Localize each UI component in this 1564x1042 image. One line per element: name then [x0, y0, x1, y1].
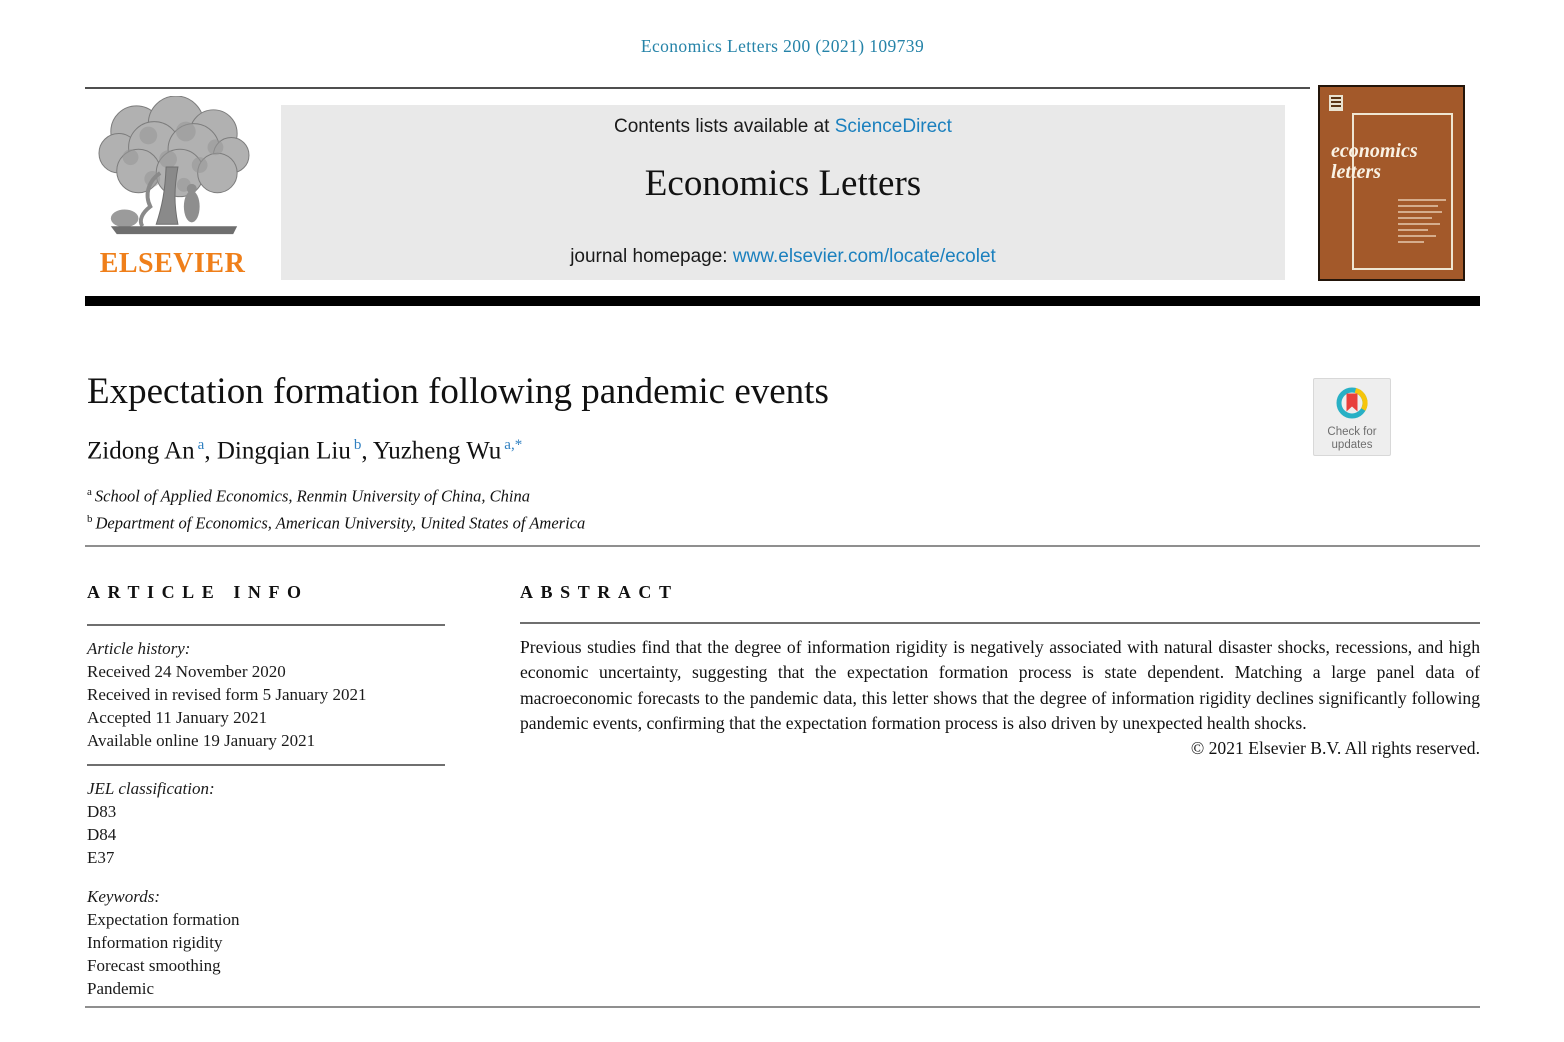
affiliation-text: School of Applied Economics, Renmin University of China, China [94, 486, 530, 506]
keyword: Expectation formation [87, 910, 240, 929]
copyright-line: © 2021 Elsevier B.V. All rights reserved. [1190, 737, 1480, 758]
affiliation-line [87, 508, 585, 535]
author-line [87, 437, 522, 465]
jel-code: D84 [87, 825, 117, 844]
elsevier-wordmark: ELSEVIER [99, 248, 246, 279]
author-separator: , [361, 437, 373, 465]
divider [87, 624, 445, 626]
history-line: Received 24 November 2020 [87, 662, 286, 681]
cover-fine-print [1398, 195, 1450, 243]
header-top-divider [85, 87, 1310, 89]
affiliation-sup: b [87, 512, 93, 525]
homepage-line [281, 246, 1285, 268]
keyword: Information rigidity [87, 933, 223, 952]
journal-cover-thumbnail[interactable] [1318, 85, 1465, 281]
cover-publisher-mark [1329, 95, 1343, 111]
keyword: Pandemic [87, 979, 155, 998]
author-separator: , [204, 437, 217, 465]
jel-code: D83 [87, 802, 117, 821]
history-line: Received in revised form 5 January 2021 [87, 685, 367, 704]
abstract-heading: ABSTRACT [520, 582, 679, 602]
author-affil-sup[interactable]: b [353, 437, 362, 453]
homepage-prefix: journal homepage: [570, 246, 733, 267]
contents-line [281, 116, 1285, 138]
article-info-heading: ARTICLE INFO [87, 582, 309, 602]
keyword: Forecast smoothing [87, 956, 221, 975]
history-line: Accepted 11 January 2021 [87, 708, 268, 727]
article-history-label: Article history: [87, 639, 191, 658]
sciencedirect-link[interactable]: ScienceDirect [834, 116, 952, 137]
affiliations [87, 481, 585, 534]
contents-prefix: Contents lists available at [614, 116, 835, 137]
history-line: Available online 19 January 2021 [87, 731, 316, 750]
author-name: Dingqian Liu [216, 437, 351, 465]
cover-frame [1352, 113, 1453, 270]
journal-banner [281, 105, 1285, 280]
article-info-section [87, 582, 445, 1000]
badge-label: Check for updates [1327, 426, 1377, 451]
check-for-updates-badge[interactable] [1313, 378, 1391, 456]
article-title: Expectation formation following pandemic events [87, 371, 829, 412]
keywords-label: Keywords: [87, 887, 161, 906]
author-name: Zidong An [87, 437, 195, 465]
author-affil-sup[interactable]: a [197, 437, 205, 453]
author-affil-sup[interactable]: a,* [504, 437, 523, 453]
elsevier-logo [85, 96, 260, 281]
jel-label: JEL classification: [87, 779, 215, 798]
journal-citation: Economics Letters 200 (2021) 109739 [640, 36, 925, 56]
jel-code: E37 [87, 848, 115, 867]
homepage-link[interactable]: www.elsevier.com/locate/ecolet [732, 246, 996, 267]
page-bottom-divider [85, 1006, 1480, 1008]
affiliation-text: Department of Economics, American University, United States of America [95, 513, 586, 532]
title-section-divider [85, 545, 1480, 547]
divider [520, 622, 1480, 624]
check-updates-icon [1334, 385, 1370, 421]
cover-title: economics letters [1331, 140, 1418, 183]
divider [87, 764, 445, 766]
affiliation-line [87, 481, 585, 508]
elsevier-tree-logo [89, 96, 257, 246]
journal-title: Economics Letters [644, 163, 922, 204]
abstract-section [520, 582, 1480, 759]
header-bottom-bar [85, 296, 1480, 306]
affiliation-sup: a [87, 486, 92, 498]
author-name: Yuzheng Wu [372, 437, 502, 465]
abstract-body: Previous studies find that the degree of information rigidity is negatively associated with natural disaster shocks, recessions, and high economic uncertainty, suggesting that the expectation formation process is state dependent. Matching a large panel data of macroeconomic forecasts to the pandemic data, this letter shows that the degree of information rigidity declines significantly following pandemic events, confirming that the expectation formation process is also driven by unexpected health shocks. [520, 637, 1480, 734]
